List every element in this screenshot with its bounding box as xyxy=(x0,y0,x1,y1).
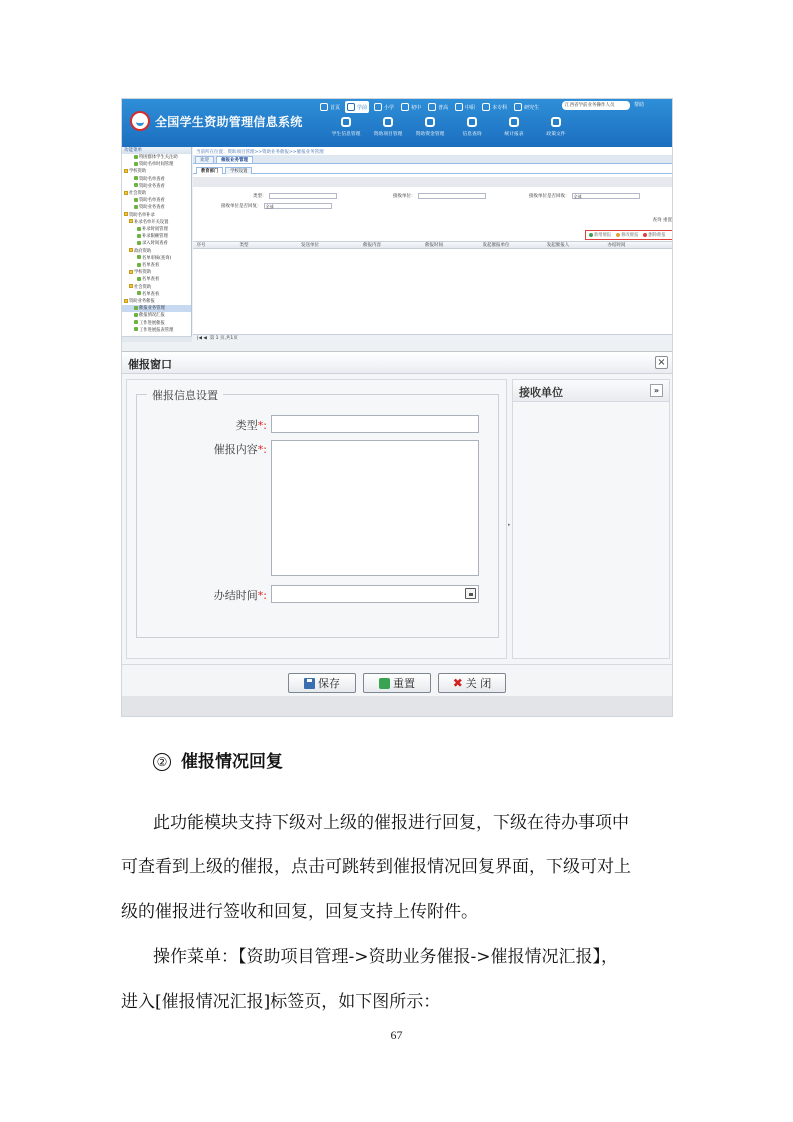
required-mark: *: xyxy=(257,419,267,432)
save-icon xyxy=(304,678,315,689)
sidebar-tree-item[interactable] xyxy=(122,327,191,334)
module-icon xyxy=(551,117,561,127)
module-icon xyxy=(341,117,351,127)
module-icon xyxy=(509,117,519,127)
sidebar-tree-item[interactable] xyxy=(122,298,191,305)
sidebar-tree-item[interactable] xyxy=(122,240,191,247)
grid-column-header[interactable]: 发起催报人 xyxy=(546,243,570,248)
sidebar-tree-item[interactable] xyxy=(122,226,191,233)
sidebar-tree-label: 资助名单补录 xyxy=(129,212,155,218)
sidebar-tree-label: 名单审核(查询) xyxy=(142,255,172,261)
grid-column-header[interactable]: 发送单位 xyxy=(301,243,319,248)
level-tab[interactable] xyxy=(318,101,342,113)
leaf-icon xyxy=(137,241,141,245)
section-heading xyxy=(153,747,283,772)
level-icon xyxy=(428,103,436,111)
filter-type-input[interactable] xyxy=(269,193,337,199)
sidebar-tree-label: 催报业务管理 xyxy=(139,306,165,312)
subtab-education-dept[interactable]: 教育部门 xyxy=(196,167,223,174)
top-banner xyxy=(122,99,673,147)
level-icon xyxy=(455,103,463,111)
level-icon xyxy=(320,103,328,111)
edit-urge-label: 修改催报 xyxy=(621,233,639,238)
level-label: 中职 xyxy=(465,104,476,111)
filter-receiver-read-label: 接收单位是否回复： xyxy=(221,204,262,209)
receiver-header xyxy=(513,380,669,402)
main-panel xyxy=(193,147,673,342)
filter-receiver xyxy=(393,193,486,199)
paragraph-1-line-3: 级的催报进行签收和回复，回复支持上传附件。 xyxy=(121,902,478,922)
add-urge-button[interactable] xyxy=(589,232,611,238)
module-item[interactable] xyxy=(493,117,535,137)
user-select[interactable]: 江西省学前业务操作人员 xyxy=(562,101,630,110)
dialog-button-bar xyxy=(122,664,673,696)
level-tab[interactable] xyxy=(345,101,369,113)
module-item[interactable] xyxy=(535,117,577,137)
sidebar-tree-label: 政府资助 xyxy=(134,248,152,254)
leaf-icon xyxy=(134,155,138,159)
system-title: 全国学生资助管理信息系统 xyxy=(155,114,303,129)
sidebar-tree-label: 名单查看 xyxy=(142,291,160,297)
sidebar-tree-item[interactable] xyxy=(122,212,191,219)
module-label: 学生信息管理 xyxy=(331,132,361,137)
dialog-header xyxy=(122,352,673,374)
sidebar-tree-item[interactable] xyxy=(122,312,191,319)
folder-icon xyxy=(129,270,133,274)
folder-icon xyxy=(124,212,128,216)
fieldset-legend: 催报信息设置 xyxy=(147,387,223,403)
level-icon xyxy=(374,103,382,111)
add-icon xyxy=(589,233,593,237)
grid-header xyxy=(193,241,673,249)
sidebar-tree-label: 名单查看 xyxy=(142,277,160,283)
level-label: 学前 xyxy=(357,104,368,111)
deadline-input[interactable] xyxy=(271,585,479,603)
sidebar-title: 功能菜单 xyxy=(122,147,191,154)
sidebar-tree-item[interactable] xyxy=(122,183,191,190)
sidebar-tree-label: 资助业务查看 xyxy=(139,183,165,189)
leaf-icon xyxy=(137,234,141,238)
row-action-group xyxy=(585,230,673,240)
leaf-icon xyxy=(137,277,141,281)
edit-icon xyxy=(616,233,620,237)
module-label: 统计报表 xyxy=(504,132,524,137)
save-button[interactable] xyxy=(288,673,356,693)
level-label: 普高 xyxy=(438,104,449,111)
filter-type xyxy=(253,193,337,199)
add-urge-label: 新增催报 xyxy=(594,233,612,238)
close-button-label: 关 闭 xyxy=(465,677,492,690)
filter-receiver-read-select[interactable]: 全部 xyxy=(264,203,332,209)
leaf-icon xyxy=(134,327,138,331)
sidebar-tree-item[interactable] xyxy=(122,262,191,269)
level-icon xyxy=(482,103,490,111)
leaf-icon xyxy=(134,313,138,317)
sidebar-tree-label: 学校资助 xyxy=(134,270,152,276)
grid-column-header[interactable]: 催报内容 xyxy=(363,243,381,248)
sidebar-tree-label: 社会资助 xyxy=(129,191,147,197)
type-field-label xyxy=(137,417,267,433)
sidebar-tree-item[interactable] xyxy=(122,233,191,240)
module-icon xyxy=(383,117,393,127)
module-item[interactable] xyxy=(325,117,367,137)
subtab-strip xyxy=(193,164,673,174)
paragraph-2-line-2: 进入[催报情况汇报]标签页，如下图所示： xyxy=(121,992,441,1012)
logo-emblem-icon xyxy=(130,111,150,131)
expand-icon[interactable]: » xyxy=(650,384,663,397)
section-title-text: 催报情况回复 xyxy=(181,752,283,772)
paragraph-2-line-1: 操作菜单：【资助项目管理->资助业务催报->催报情况汇报】， xyxy=(153,947,618,967)
form-pane xyxy=(126,379,507,659)
grid-column-header[interactable]: 序号 xyxy=(196,243,206,248)
leaf-icon xyxy=(134,306,138,310)
module-icon xyxy=(425,117,435,127)
tab-urge-management[interactable]: 催报业务管理 xyxy=(216,156,253,163)
required-mark: *: xyxy=(257,589,267,602)
tab-strip xyxy=(193,155,673,164)
type-input[interactable] xyxy=(271,415,479,433)
filter-receiver-input[interactable] xyxy=(418,193,486,199)
sidebar-tree-item[interactable] xyxy=(122,255,191,262)
urge-dialog xyxy=(122,351,673,717)
level-label: 研究生 xyxy=(524,104,540,111)
leaf-icon xyxy=(134,205,138,209)
filter-toolbar-strip xyxy=(193,177,673,187)
leaf-icon xyxy=(137,291,141,295)
sidebar-tree-item[interactable] xyxy=(122,197,191,204)
sidebar-tree xyxy=(122,154,191,334)
level-tab[interactable] xyxy=(453,101,477,113)
filter-receiver-reply-label: 接收单位是否回收： xyxy=(529,194,570,199)
help-link[interactable]: 帮助 xyxy=(634,102,645,108)
folder-icon xyxy=(124,191,128,195)
grid-column-header[interactable]: 类型 xyxy=(239,243,249,248)
filter-receiver-reply xyxy=(529,193,640,199)
folder-icon xyxy=(124,169,128,173)
leaf-icon xyxy=(134,176,138,180)
content-textarea[interactable] xyxy=(271,440,479,576)
content-field-label xyxy=(137,441,267,457)
level-label: 首页 xyxy=(330,104,341,111)
save-button-label: 保存 xyxy=(318,677,340,690)
edit-urge-button[interactable] xyxy=(616,232,638,238)
grid-pager xyxy=(193,334,673,342)
level-tab[interactable] xyxy=(426,101,450,113)
sidebar-tree-label: 补录名单开关设置 xyxy=(134,219,169,225)
sidebar-tree-item[interactable] xyxy=(122,320,191,327)
sidebar-tree-item[interactable] xyxy=(122,219,191,226)
level-label: 初中 xyxy=(411,104,422,111)
sidebar-tree-label: 补录限额管理 xyxy=(142,234,168,240)
level-switcher xyxy=(318,101,541,113)
system-logo xyxy=(130,111,303,131)
sidebar-tree-item[interactable] xyxy=(122,168,191,175)
sidebar-tree-item[interactable] xyxy=(122,248,191,255)
sidebar-tree-label: 名单查看 xyxy=(142,263,160,269)
folder-icon xyxy=(124,299,128,303)
module-label: 政策文件 xyxy=(546,132,566,137)
dialog-title: 催报窗口 xyxy=(128,358,172,371)
sidebar-tree-item[interactable] xyxy=(122,154,191,161)
filter-type-label: 类型： xyxy=(253,194,267,199)
sidebar-tree-label: 工作进展催报 xyxy=(139,320,165,326)
grid-column-header[interactable]: 催报时间 xyxy=(425,243,443,248)
filter-receiver-read xyxy=(221,203,332,209)
sidebar-tree-label: 催报情况汇报 xyxy=(139,313,165,319)
paragraph-1-line-1: 此功能模块支持下级对上级的催报进行回复，下级在待办事项中 xyxy=(153,813,629,833)
sidebar-tree-item[interactable] xyxy=(122,190,191,197)
sidebar-tree-label: 资助业务催报 xyxy=(129,299,155,305)
sidebar-tree-label: 资助名单查看 xyxy=(139,198,165,204)
level-icon xyxy=(401,103,409,111)
module-label: 资助资金管理 xyxy=(415,132,445,137)
embedded-screenshot xyxy=(121,98,673,717)
sidebar-scrollbar[interactable] xyxy=(122,336,192,342)
delete-urge-button[interactable] xyxy=(643,232,665,238)
leaf-icon xyxy=(137,227,141,231)
leaf-icon xyxy=(137,263,141,267)
module-icon xyxy=(467,117,477,127)
folder-icon xyxy=(129,284,133,288)
leaf-icon xyxy=(134,320,138,324)
sidebar-tree-item[interactable] xyxy=(122,291,191,298)
filter-receiver-label: 接收单位： xyxy=(393,194,416,199)
module-label: 资助项目管理 xyxy=(373,132,403,137)
level-tab[interactable] xyxy=(399,101,423,113)
sidebar-tree-label: 工作进展报表管理 xyxy=(139,327,174,333)
module-item[interactable] xyxy=(367,117,409,137)
level-tab[interactable] xyxy=(372,101,396,113)
level-label: 本专科 xyxy=(492,104,508,111)
grid-column-header[interactable]: 发起催报单位 xyxy=(482,243,510,248)
calendar-icon[interactable] xyxy=(465,588,476,599)
pager-controls[interactable]: |◀ ◀ xyxy=(197,336,210,341)
leaf-icon xyxy=(137,255,141,259)
sidebar-tree-label: 资助名单查看 xyxy=(139,176,165,182)
receiver-title: 接收单位 xyxy=(519,386,563,399)
folder-icon xyxy=(129,219,133,223)
sidebar-tree-label: 社会资助 xyxy=(134,284,152,290)
sidebar-tree-label: 资助名单时间管理 xyxy=(139,162,174,168)
sidebar-tree-item[interactable] xyxy=(122,305,191,312)
sidebar-tree-item[interactable] xyxy=(122,204,191,211)
query-actions[interactable]: 查询 重置 xyxy=(652,218,672,223)
reset-button-label: 重置 xyxy=(393,677,415,690)
leaf-icon xyxy=(134,198,138,202)
breadcrumb: 当前所在位置：资助项目管理>>资助业务催报>>催报业务管理 xyxy=(196,150,324,155)
close-icon[interactable]: × xyxy=(655,356,668,369)
sidebar xyxy=(122,147,192,342)
filter-receiver-reply-select[interactable]: 全部 xyxy=(572,193,640,199)
tab-welcome[interactable]: 欢迎 xyxy=(195,156,214,163)
module-nav xyxy=(325,117,577,137)
required-mark: *: xyxy=(257,443,267,456)
split-handle-icon[interactable]: ▸ xyxy=(508,522,511,528)
sidebar-tree-item[interactable] xyxy=(122,161,191,168)
subtab-school-settings[interactable]: 学校设置 xyxy=(225,167,252,174)
receiver-pane xyxy=(512,379,670,659)
level-label: 小学 xyxy=(384,104,395,111)
pager-text: 第 1 页,共1页 xyxy=(209,336,238,341)
deadline-field-label xyxy=(137,587,267,603)
sidebar-tree-label: 学校资助 xyxy=(129,169,147,175)
delete-urge-label: 删除催报 xyxy=(648,233,666,238)
sidebar-tree-label: 特困群体学生关注助 xyxy=(139,155,178,160)
type-label-text: 类型 xyxy=(235,419,258,432)
content-label-text: 催报内容 xyxy=(213,443,258,456)
level-icon xyxy=(347,103,355,111)
delete-icon xyxy=(643,233,647,237)
grid-column-header[interactable]: 办结时间 xyxy=(607,243,626,248)
reset-button[interactable] xyxy=(363,673,431,693)
reset-icon xyxy=(379,678,390,689)
sidebar-tree-item[interactable] xyxy=(122,276,191,283)
folder-icon xyxy=(129,248,133,252)
sidebar-tree-label: 资助业务查看 xyxy=(139,205,165,211)
module-label: 信息查询 xyxy=(462,132,482,137)
paragraph-1-line-2: 可查看到上级的催报，点击可跳转到催报情况回复界面，下级可对上 xyxy=(121,857,631,877)
sidebar-tree-item[interactable] xyxy=(122,284,191,291)
sidebar-tree-item[interactable] xyxy=(122,176,191,183)
level-icon xyxy=(514,103,522,111)
sidebar-tree-item[interactable] xyxy=(122,269,191,276)
urge-info-fieldset xyxy=(136,389,499,638)
dialog-bottom-strip xyxy=(122,696,673,717)
sidebar-tree-label: 补录时间管理 xyxy=(142,227,168,233)
level-tab[interactable] xyxy=(512,101,541,113)
deadline-label-text: 办结时间 xyxy=(213,589,258,602)
sidebar-tree-label: 录入时间查看 xyxy=(142,241,168,247)
page-number: 67 xyxy=(390,1028,403,1042)
section-number: ② xyxy=(153,753,171,771)
module-item[interactable] xyxy=(409,117,451,137)
leaf-icon xyxy=(134,183,138,187)
module-item[interactable] xyxy=(451,117,493,137)
level-tab[interactable] xyxy=(480,101,509,113)
close-button[interactable] xyxy=(438,673,506,693)
close-x-icon: ✖ xyxy=(452,675,463,690)
leaf-icon xyxy=(134,162,138,166)
